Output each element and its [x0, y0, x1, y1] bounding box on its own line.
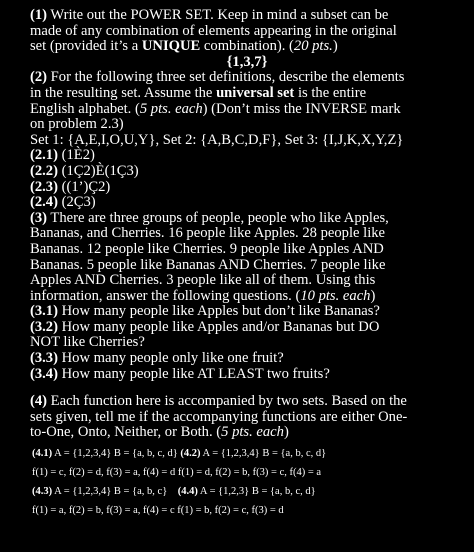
q2-item-text: ((1’)Ç2) — [57, 178, 111, 195]
q3-points: 10 pts. each — [300, 287, 371, 304]
q4-row-1-functions: f(1) = c, f(2) = d, f(3) = a, f(4) = d f(1) = d, f(2) = b, f(3) = c, f(4) = a — [32, 467, 322, 479]
q2-item-text: (1È2) — [57, 147, 95, 164]
q1-text: Write out the POWER SET. Keep in mind a subset can be — [47, 7, 389, 23]
q3-item-text: How many people like Apples and/or Bananas but DO — [57, 318, 380, 335]
q3-item — [30, 304, 464, 320]
q1-set — [30, 55, 464, 71]
q4-item-label: (4.1) — [32, 448, 53, 460]
q4-line-3 — [30, 425, 464, 441]
q1-line-1 — [30, 8, 464, 24]
q3-line-3: Bananas. 12 people like Cherries. 9 people like Apples AND — [30, 240, 384, 257]
q2-points: 5 pts. each — [139, 100, 203, 117]
q3-item-text: How many people like Apples but don’t like Bananas? — [57, 303, 380, 320]
q3-item — [30, 320, 464, 336]
q4-item-label: (4.3) — [32, 486, 53, 498]
q1-set-value: {1,3,7} — [226, 53, 268, 70]
q3-item-label: (3.3) — [30, 350, 58, 367]
q2-sets-line: Set 1: {A,E,I,O,U,Y}, Set 2: {A,B,C,D,F}, Set 3: {I,J,K,X,Y,Z} — [30, 131, 404, 148]
q4-text: ) — [283, 424, 289, 441]
q2-text: in the resulting set. Assume the — [30, 84, 217, 101]
q3-text: There are three groups of people, people who like Apples, — [47, 209, 389, 226]
q4-item-label: (4.2) — [180, 448, 201, 460]
q2-text: is the entire — [294, 84, 367, 101]
q2-item-label: (2.1) — [30, 147, 58, 164]
q2-text: ) (Don’t miss the INVERSE mark — [202, 100, 401, 117]
q2-line-2 — [30, 86, 464, 102]
q3-item-text: How many people only like one fruit? — [57, 350, 284, 367]
q2-item — [30, 180, 464, 196]
q4-line-2: sets given, tell me if the accompanying functions are either One- — [30, 408, 408, 425]
q2-emphasis: universal set — [216, 84, 295, 101]
q2-line-3 — [30, 102, 464, 118]
q1-line-2: made of any combination of elements appearing in the original — [30, 22, 397, 39]
q2-item-label: (2.4) — [30, 194, 58, 211]
q4-row-2-sets — [32, 485, 464, 498]
q2-item — [30, 164, 464, 180]
q3-item — [30, 367, 464, 383]
q4-points: 5 pts. each — [221, 424, 284, 441]
q4-row-2-functions: f(1) = a, f(2) = b, f(3) = a, f(4) = c f(1) = b, f(2) = c, f(3) = d — [32, 505, 284, 517]
q1-line-3 — [30, 39, 464, 55]
q3-item — [30, 351, 464, 367]
q2-line-4: on problem 2.3) — [30, 116, 124, 133]
q4-text: to-One, Onto, Neither, or Both. ( — [30, 424, 222, 441]
q2-item — [30, 195, 464, 211]
q4-item-text: A = {1,2,3,4} B = {a, b, c, d} — [200, 448, 327, 460]
q3-label: (3) — [30, 209, 48, 226]
q1-text: combination). ( — [200, 38, 294, 55]
q2-item-label: (2.3) — [30, 178, 58, 195]
q4-row-1-sets — [32, 447, 464, 460]
q3-item-continued: NOT like Cherries? — [30, 334, 145, 351]
q3-line-5: Apples AND Cherries. 3 people like all of them. Using this — [30, 272, 376, 289]
q2-text: English alphabet. ( — [30, 100, 140, 117]
q3-line-4: Bananas. 5 people like Bananas AND Cherries. 7 people like — [30, 256, 386, 273]
q4-text: Each function here is accompanied by two sets. Based on the — [47, 393, 407, 410]
q2-line-1 — [30, 70, 464, 86]
q2-label: (2) — [30, 69, 48, 86]
q4-line-1 — [30, 394, 464, 410]
q2-item-text: (2Ç3) — [57, 194, 96, 211]
q1-text: set (provided it’s a — [30, 38, 142, 55]
q2-item-label: (2.2) — [30, 162, 58, 179]
q3-text: ) — [370, 287, 376, 304]
q4-label: (4) — [30, 393, 48, 410]
q2-item — [30, 148, 464, 164]
q1-points: 20 pts. — [293, 38, 333, 55]
q4-item-label: (4.4) — [177, 486, 198, 498]
q3-item-text: How many people like AT LEAST two fruits? — [57, 365, 330, 382]
q3-item-label: (3.4) — [30, 365, 58, 382]
q3-text: information, answer the following questions. ( — [30, 287, 301, 304]
q3-item-label: (3.1) — [30, 303, 58, 320]
q2-text: For the following three set definitions, describe the elements — [47, 69, 405, 86]
q1-text: ) — [332, 38, 338, 55]
q3-item-label: (3.2) — [30, 318, 58, 335]
q3-line-2: Bananas, and Cherries. 16 people like Apples. 28 people like — [30, 225, 386, 242]
q2-item-text: (1Ç2)È(1Ç3) — [57, 162, 139, 179]
q3-line-1 — [30, 211, 464, 227]
q1-emphasis: UNIQUE — [141, 38, 201, 55]
q4-item-text: A = {1,2,3} B = {a, b, c, d} — [197, 486, 316, 498]
q3-line-6 — [30, 289, 464, 305]
q4-item-text: A = {1,2,3,4} B = {a, b, c, d} — [52, 448, 181, 460]
q4-item-text: A = {1,2,3,4} B = {a, b, c} — [52, 486, 178, 498]
q1-label: (1) — [30, 7, 48, 23]
